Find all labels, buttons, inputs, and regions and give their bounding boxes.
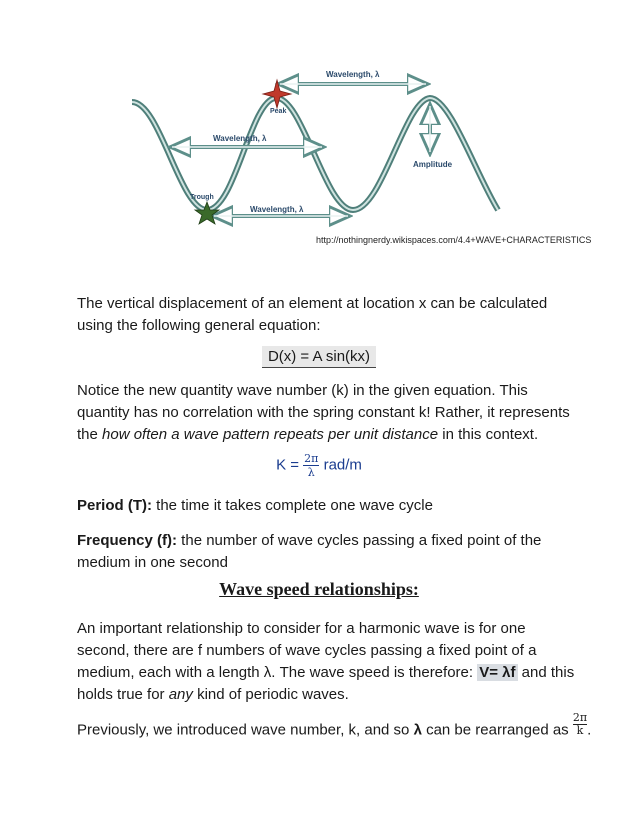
k-unit: rad/m bbox=[323, 456, 362, 474]
wave-number-text-end: in this context. bbox=[438, 426, 539, 443]
period-definition bbox=[77, 495, 577, 517]
frequency-text: the number of wave cycles passing a fixed point of the medium in one second bbox=[77, 532, 542, 571]
wavelength-label-mid: Wavelength, λ bbox=[213, 134, 267, 143]
frequency-definition bbox=[77, 530, 577, 574]
amplitude-label: Amplitude bbox=[413, 160, 453, 169]
wave-speed-formula: V= λf bbox=[479, 664, 516, 681]
wavelength-label-bottom: Wavelength, λ bbox=[250, 205, 304, 214]
wave-number-text: Notice the new quantity wave number (k) in the given equation. This quantity has no correlation with the spring constant k! Rather, it represents the bbox=[77, 382, 570, 443]
wave-speed-text-mid: and this holds true for bbox=[77, 664, 575, 703]
equation-box: D(x) = A sin(kx) bbox=[262, 346, 376, 368]
section-heading: Wave speed relationships: bbox=[219, 579, 419, 599]
wave-number-equation bbox=[0, 452, 638, 479]
lambda-denominator: k bbox=[576, 724, 584, 737]
lambda-symbol: λ bbox=[413, 721, 422, 739]
wave-number-italic: how often a wave pattern repeats per unit distance bbox=[102, 426, 439, 443]
peak-label: Peak bbox=[270, 108, 287, 115]
k-fraction bbox=[303, 452, 319, 479]
rearrange-text-mid: can be rearranged as bbox=[421, 721, 573, 739]
wave-diagram bbox=[120, 62, 510, 234]
frequency-term: Frequency (f): bbox=[77, 532, 178, 549]
period-term: Period (T): bbox=[77, 497, 152, 514]
wave-number-paragraph bbox=[77, 380, 577, 446]
rearrange-period: . bbox=[587, 721, 592, 739]
rearrange-text: Previously, we introduced wave number, k, and so bbox=[77, 721, 414, 739]
trough-label: Trough bbox=[190, 194, 214, 201]
k-lhs: K = bbox=[276, 456, 299, 474]
lambda-fraction bbox=[573, 712, 587, 737]
k-denominator: λ bbox=[307, 466, 315, 479]
figure-source: http://nothingnerdy.wikispaces.com/4.4+WAVE+CHARACTERISTICS bbox=[316, 235, 592, 245]
k-numerator: 2π bbox=[304, 452, 319, 465]
wave-speed-paragraph bbox=[77, 618, 577, 706]
wave-speed-text-end: kind of periodic waves. bbox=[192, 686, 349, 703]
lambda-numerator: 2π bbox=[572, 711, 588, 724]
intro-paragraph: The vertical displacement of an element at location x can be calculated using the following general equation: bbox=[77, 295, 548, 334]
period-text: the time it takes complete one wave cycle bbox=[152, 497, 433, 514]
wave-speed-text: An important relationship to consider for a harmonic wave is for one second, there are f numbers of wave cycles passing a fixed point of a medium, each with a length λ. The wave speed is therefore: bbox=[77, 620, 537, 681]
displacement-equation bbox=[0, 346, 638, 368]
wavelength-label-top: Wavelength, λ bbox=[326, 70, 380, 79]
wave-speed-italic: any bbox=[168, 686, 193, 703]
